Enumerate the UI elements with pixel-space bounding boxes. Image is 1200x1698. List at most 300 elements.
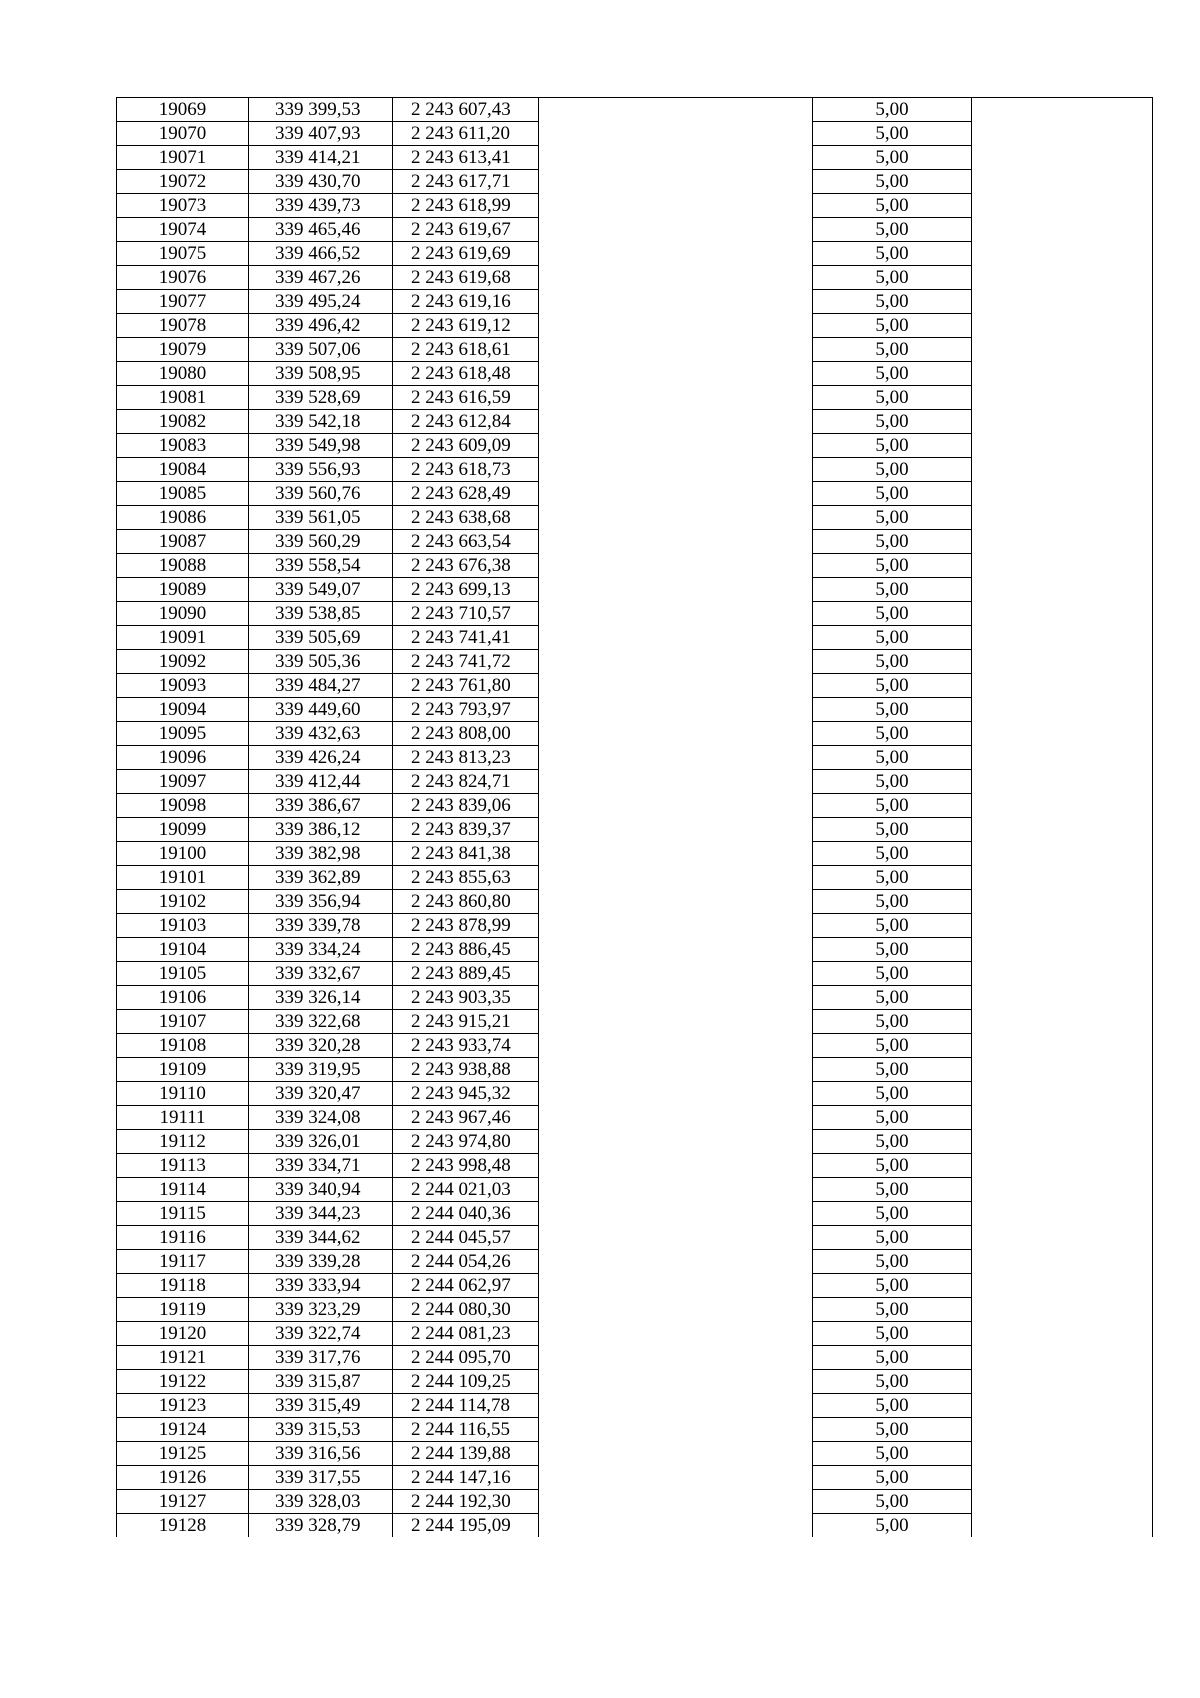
accuracy-value-cell: 5,00 xyxy=(813,1370,972,1394)
x-coordinate-cell: 339 426,24 xyxy=(249,746,393,770)
x-coordinate-cell: 339 505,69 xyxy=(249,626,393,650)
x-coordinate-cell: 339 439,73 xyxy=(249,194,393,218)
empty-cell xyxy=(972,410,1153,434)
point-number-cell: 19121 xyxy=(117,1346,249,1370)
empty-cell xyxy=(539,1130,813,1154)
empty-cell xyxy=(972,218,1153,242)
accuracy-value-cell: 5,00 xyxy=(813,362,972,386)
accuracy-value-cell: 5,00 xyxy=(813,890,972,914)
y-coordinate-cell: 2 243 699,13 xyxy=(393,578,539,602)
point-number-cell: 19094 xyxy=(117,698,249,722)
empty-cell xyxy=(539,1298,813,1322)
x-coordinate-cell: 339 344,23 xyxy=(249,1202,393,1226)
empty-cell xyxy=(972,1274,1153,1298)
point-number-cell: 19079 xyxy=(117,338,249,362)
table-row xyxy=(117,578,1153,602)
y-coordinate-cell: 2 243 676,38 xyxy=(393,554,539,578)
table-row xyxy=(117,530,1153,554)
x-coordinate-cell: 339 505,36 xyxy=(249,650,393,674)
accuracy-value-cell: 5,00 xyxy=(813,1322,972,1346)
table-row xyxy=(117,362,1153,386)
empty-cell xyxy=(972,890,1153,914)
empty-cell xyxy=(972,722,1153,746)
table-row xyxy=(117,1514,1153,1538)
x-coordinate-cell: 339 324,08 xyxy=(249,1106,393,1130)
accuracy-value-cell: 5,00 xyxy=(813,674,972,698)
accuracy-value-cell: 5,00 xyxy=(813,866,972,890)
empty-cell xyxy=(539,674,813,698)
empty-cell xyxy=(539,1178,813,1202)
empty-cell xyxy=(539,1490,813,1514)
x-coordinate-cell: 339 556,93 xyxy=(249,458,393,482)
accuracy-value-cell: 5,00 xyxy=(813,434,972,458)
empty-cell xyxy=(972,1490,1153,1514)
y-coordinate-cell: 2 243 938,88 xyxy=(393,1058,539,1082)
empty-cell xyxy=(972,914,1153,938)
accuracy-value-cell: 5,00 xyxy=(813,1346,972,1370)
table-row xyxy=(117,290,1153,314)
point-number-cell: 19104 xyxy=(117,938,249,962)
table-row xyxy=(117,1178,1153,1202)
table-row xyxy=(117,218,1153,242)
point-number-cell: 19099 xyxy=(117,818,249,842)
point-number-cell: 19096 xyxy=(117,746,249,770)
point-number-cell: 19124 xyxy=(117,1418,249,1442)
table-row xyxy=(117,386,1153,410)
accuracy-value-cell: 5,00 xyxy=(813,122,972,146)
table-row xyxy=(117,866,1153,890)
y-coordinate-cell: 2 243 824,71 xyxy=(393,770,539,794)
y-coordinate-cell: 2 243 619,69 xyxy=(393,242,539,266)
empty-cell xyxy=(539,290,813,314)
y-coordinate-cell: 2 244 045,57 xyxy=(393,1226,539,1250)
x-coordinate-cell: 339 495,24 xyxy=(249,290,393,314)
y-coordinate-cell: 2 243 855,63 xyxy=(393,866,539,890)
y-coordinate-cell: 2 244 109,25 xyxy=(393,1370,539,1394)
x-coordinate-cell: 339 412,44 xyxy=(249,770,393,794)
y-coordinate-cell: 2 243 813,23 xyxy=(393,746,539,770)
point-number-cell: 19107 xyxy=(117,1010,249,1034)
point-number-cell: 19110 xyxy=(117,1082,249,1106)
empty-cell xyxy=(972,98,1153,122)
empty-cell xyxy=(972,674,1153,698)
x-coordinate-cell: 339 467,26 xyxy=(249,266,393,290)
coordinates-table xyxy=(116,97,1153,1537)
point-number-cell: 19128 xyxy=(117,1514,249,1538)
y-coordinate-cell: 2 244 195,09 xyxy=(393,1514,539,1538)
point-number-cell: 19078 xyxy=(117,314,249,338)
accuracy-value-cell: 5,00 xyxy=(813,770,972,794)
empty-cell xyxy=(539,1154,813,1178)
empty-cell xyxy=(972,1346,1153,1370)
empty-cell xyxy=(972,1322,1153,1346)
x-coordinate-cell: 339 382,98 xyxy=(249,842,393,866)
accuracy-value-cell: 5,00 xyxy=(813,914,972,938)
point-number-cell: 19116 xyxy=(117,1226,249,1250)
table-row xyxy=(117,962,1153,986)
empty-cell xyxy=(539,698,813,722)
x-coordinate-cell: 339 315,87 xyxy=(249,1370,393,1394)
empty-cell xyxy=(972,194,1153,218)
x-coordinate-cell: 339 317,76 xyxy=(249,1346,393,1370)
table-row xyxy=(117,1202,1153,1226)
table-row xyxy=(117,122,1153,146)
x-coordinate-cell: 339 466,52 xyxy=(249,242,393,266)
point-number-cell: 19123 xyxy=(117,1394,249,1418)
empty-cell xyxy=(539,554,813,578)
x-coordinate-cell: 339 549,98 xyxy=(249,434,393,458)
empty-cell xyxy=(972,1370,1153,1394)
accuracy-value-cell: 5,00 xyxy=(813,986,972,1010)
x-coordinate-cell: 339 328,79 xyxy=(249,1514,393,1538)
empty-cell xyxy=(972,242,1153,266)
table-row xyxy=(117,890,1153,914)
empty-cell xyxy=(539,1346,813,1370)
point-number-cell: 19083 xyxy=(117,434,249,458)
point-number-cell: 19109 xyxy=(117,1058,249,1082)
table-row xyxy=(117,1058,1153,1082)
table-row xyxy=(117,194,1153,218)
accuracy-value-cell: 5,00 xyxy=(813,722,972,746)
table-row xyxy=(117,170,1153,194)
point-number-cell: 19092 xyxy=(117,650,249,674)
accuracy-value-cell: 5,00 xyxy=(813,554,972,578)
table-row xyxy=(117,1394,1153,1418)
empty-cell xyxy=(972,1034,1153,1058)
y-coordinate-cell: 2 243 613,41 xyxy=(393,146,539,170)
y-coordinate-cell: 2 243 878,99 xyxy=(393,914,539,938)
point-number-cell: 19089 xyxy=(117,578,249,602)
y-coordinate-cell: 2 243 839,06 xyxy=(393,794,539,818)
empty-cell xyxy=(539,626,813,650)
empty-cell xyxy=(972,698,1153,722)
x-coordinate-cell: 339 320,47 xyxy=(249,1082,393,1106)
point-number-cell: 19091 xyxy=(117,626,249,650)
empty-cell xyxy=(539,1466,813,1490)
accuracy-value-cell: 5,00 xyxy=(813,386,972,410)
y-coordinate-cell: 2 243 710,57 xyxy=(393,602,539,626)
empty-cell xyxy=(539,1058,813,1082)
x-coordinate-cell: 339 326,14 xyxy=(249,986,393,1010)
x-coordinate-cell: 339 407,93 xyxy=(249,122,393,146)
accuracy-value-cell: 5,00 xyxy=(813,338,972,362)
x-coordinate-cell: 339 339,28 xyxy=(249,1250,393,1274)
y-coordinate-cell: 2 243 617,71 xyxy=(393,170,539,194)
y-coordinate-cell: 2 243 612,84 xyxy=(393,410,539,434)
empty-cell xyxy=(972,746,1153,770)
point-number-cell: 19108 xyxy=(117,1034,249,1058)
point-number-cell: 19070 xyxy=(117,122,249,146)
y-coordinate-cell: 2 243 663,54 xyxy=(393,530,539,554)
table-row xyxy=(117,1346,1153,1370)
y-coordinate-cell: 2 244 021,03 xyxy=(393,1178,539,1202)
empty-cell xyxy=(539,602,813,626)
empty-cell xyxy=(972,986,1153,1010)
empty-cell xyxy=(972,554,1153,578)
table-row xyxy=(117,1010,1153,1034)
empty-cell xyxy=(972,1106,1153,1130)
accuracy-value-cell: 5,00 xyxy=(813,506,972,530)
x-coordinate-cell: 339 316,56 xyxy=(249,1442,393,1466)
empty-cell xyxy=(539,1274,813,1298)
table-row xyxy=(117,770,1153,794)
x-coordinate-cell: 339 542,18 xyxy=(249,410,393,434)
empty-cell xyxy=(539,458,813,482)
y-coordinate-cell: 2 244 116,55 xyxy=(393,1418,539,1442)
y-coordinate-cell: 2 243 618,99 xyxy=(393,194,539,218)
x-coordinate-cell: 339 386,12 xyxy=(249,818,393,842)
y-coordinate-cell: 2 243 618,48 xyxy=(393,362,539,386)
empty-cell xyxy=(539,98,813,122)
y-coordinate-cell: 2 243 638,68 xyxy=(393,506,539,530)
empty-cell xyxy=(539,362,813,386)
point-number-cell: 19114 xyxy=(117,1178,249,1202)
y-coordinate-cell: 2 243 793,97 xyxy=(393,698,539,722)
y-coordinate-cell: 2 243 619,16 xyxy=(393,290,539,314)
point-number-cell: 19097 xyxy=(117,770,249,794)
empty-cell xyxy=(539,914,813,938)
table-row xyxy=(117,1466,1153,1490)
accuracy-value-cell: 5,00 xyxy=(813,794,972,818)
empty-cell xyxy=(972,482,1153,506)
accuracy-value-cell: 5,00 xyxy=(813,194,972,218)
accuracy-value-cell: 5,00 xyxy=(813,818,972,842)
y-coordinate-cell: 2 243 611,20 xyxy=(393,122,539,146)
point-number-cell: 19105 xyxy=(117,962,249,986)
x-coordinate-cell: 339 484,27 xyxy=(249,674,393,698)
empty-cell xyxy=(972,314,1153,338)
table-row xyxy=(117,554,1153,578)
point-number-cell: 19072 xyxy=(117,170,249,194)
table-row xyxy=(117,986,1153,1010)
accuracy-value-cell: 5,00 xyxy=(813,98,972,122)
empty-cell xyxy=(972,1394,1153,1418)
coordinates-table-body xyxy=(117,98,1153,1538)
accuracy-value-cell: 5,00 xyxy=(813,314,972,338)
table-row xyxy=(117,698,1153,722)
y-coordinate-cell: 2 243 619,12 xyxy=(393,314,539,338)
empty-cell xyxy=(972,794,1153,818)
x-coordinate-cell: 339 558,54 xyxy=(249,554,393,578)
point-number-cell: 19115 xyxy=(117,1202,249,1226)
accuracy-value-cell: 5,00 xyxy=(813,482,972,506)
empty-cell xyxy=(972,1466,1153,1490)
y-coordinate-cell: 2 243 618,73 xyxy=(393,458,539,482)
empty-cell xyxy=(972,1298,1153,1322)
table-row xyxy=(117,602,1153,626)
accuracy-value-cell: 5,00 xyxy=(813,602,972,626)
x-coordinate-cell: 339 496,42 xyxy=(249,314,393,338)
accuracy-value-cell: 5,00 xyxy=(813,1130,972,1154)
empty-cell xyxy=(539,1202,813,1226)
x-coordinate-cell: 339 334,71 xyxy=(249,1154,393,1178)
table-row xyxy=(117,626,1153,650)
table-row xyxy=(117,1250,1153,1274)
table-row xyxy=(117,746,1153,770)
empty-cell xyxy=(539,1418,813,1442)
empty-cell xyxy=(972,386,1153,410)
empty-cell xyxy=(539,410,813,434)
y-coordinate-cell: 2 243 741,72 xyxy=(393,650,539,674)
table-row xyxy=(117,1226,1153,1250)
empty-cell xyxy=(539,194,813,218)
point-number-cell: 19087 xyxy=(117,530,249,554)
x-coordinate-cell: 339 315,53 xyxy=(249,1418,393,1442)
y-coordinate-cell: 2 243 841,38 xyxy=(393,842,539,866)
empty-cell xyxy=(972,506,1153,530)
x-coordinate-cell: 339 399,53 xyxy=(249,98,393,122)
table-row xyxy=(117,794,1153,818)
point-number-cell: 19086 xyxy=(117,506,249,530)
accuracy-value-cell: 5,00 xyxy=(813,1466,972,1490)
y-coordinate-cell: 2 244 095,70 xyxy=(393,1346,539,1370)
accuracy-value-cell: 5,00 xyxy=(813,842,972,866)
x-coordinate-cell: 339 322,74 xyxy=(249,1322,393,1346)
x-coordinate-cell: 339 322,68 xyxy=(249,1010,393,1034)
x-coordinate-cell: 339 328,03 xyxy=(249,1490,393,1514)
x-coordinate-cell: 339 320,28 xyxy=(249,1034,393,1058)
table-row xyxy=(117,434,1153,458)
x-coordinate-cell: 339 319,95 xyxy=(249,1058,393,1082)
accuracy-value-cell: 5,00 xyxy=(813,1010,972,1034)
x-coordinate-cell: 339 507,06 xyxy=(249,338,393,362)
accuracy-value-cell: 5,00 xyxy=(813,1250,972,1274)
accuracy-value-cell: 5,00 xyxy=(813,578,972,602)
accuracy-value-cell: 5,00 xyxy=(813,626,972,650)
empty-cell xyxy=(539,794,813,818)
accuracy-value-cell: 5,00 xyxy=(813,218,972,242)
empty-cell xyxy=(539,890,813,914)
table-row xyxy=(117,938,1153,962)
y-coordinate-cell: 2 243 616,59 xyxy=(393,386,539,410)
y-coordinate-cell: 2 243 945,32 xyxy=(393,1082,539,1106)
y-coordinate-cell: 2 243 967,46 xyxy=(393,1106,539,1130)
empty-cell xyxy=(539,386,813,410)
y-coordinate-cell: 2 243 998,48 xyxy=(393,1154,539,1178)
empty-cell xyxy=(539,338,813,362)
x-coordinate-cell: 339 561,05 xyxy=(249,506,393,530)
accuracy-value-cell: 5,00 xyxy=(813,1178,972,1202)
empty-cell xyxy=(972,290,1153,314)
table-row xyxy=(117,650,1153,674)
accuracy-value-cell: 5,00 xyxy=(813,962,972,986)
table-row xyxy=(117,1034,1153,1058)
empty-cell xyxy=(539,530,813,554)
y-coordinate-cell: 2 243 607,43 xyxy=(393,98,539,122)
x-coordinate-cell: 339 317,55 xyxy=(249,1466,393,1490)
accuracy-value-cell: 5,00 xyxy=(813,698,972,722)
accuracy-value-cell: 5,00 xyxy=(813,410,972,434)
table-row xyxy=(117,1298,1153,1322)
empty-cell xyxy=(539,314,813,338)
empty-cell xyxy=(539,1082,813,1106)
x-coordinate-cell: 339 333,94 xyxy=(249,1274,393,1298)
empty-cell xyxy=(539,1394,813,1418)
empty-cell xyxy=(972,434,1153,458)
accuracy-value-cell: 5,00 xyxy=(813,1058,972,1082)
accuracy-value-cell: 5,00 xyxy=(813,1226,972,1250)
y-coordinate-cell: 2 243 628,49 xyxy=(393,482,539,506)
accuracy-value-cell: 5,00 xyxy=(813,1442,972,1466)
accuracy-value-cell: 5,00 xyxy=(813,1202,972,1226)
x-coordinate-cell: 339 323,29 xyxy=(249,1298,393,1322)
empty-cell xyxy=(972,1178,1153,1202)
x-coordinate-cell: 339 334,24 xyxy=(249,938,393,962)
y-coordinate-cell: 2 243 974,80 xyxy=(393,1130,539,1154)
point-number-cell: 19111 xyxy=(117,1106,249,1130)
y-coordinate-cell: 2 243 889,45 xyxy=(393,962,539,986)
empty-cell xyxy=(539,170,813,194)
empty-cell xyxy=(539,746,813,770)
y-coordinate-cell: 2 243 761,80 xyxy=(393,674,539,698)
y-coordinate-cell: 2 243 915,21 xyxy=(393,1010,539,1034)
point-number-cell: 19100 xyxy=(117,842,249,866)
point-number-cell: 19102 xyxy=(117,890,249,914)
table-row xyxy=(117,482,1153,506)
accuracy-value-cell: 5,00 xyxy=(813,290,972,314)
point-number-cell: 19126 xyxy=(117,1466,249,1490)
empty-cell xyxy=(972,266,1153,290)
point-number-cell: 19081 xyxy=(117,386,249,410)
x-coordinate-cell: 339 465,46 xyxy=(249,218,393,242)
empty-cell xyxy=(539,722,813,746)
empty-cell xyxy=(539,578,813,602)
x-coordinate-cell: 339 560,76 xyxy=(249,482,393,506)
point-number-cell: 19082 xyxy=(117,410,249,434)
y-coordinate-cell: 2 243 808,00 xyxy=(393,722,539,746)
table-row xyxy=(117,314,1153,338)
accuracy-value-cell: 5,00 xyxy=(813,1298,972,1322)
accuracy-value-cell: 5,00 xyxy=(813,1034,972,1058)
table-row xyxy=(117,722,1153,746)
accuracy-value-cell: 5,00 xyxy=(813,146,972,170)
table-row xyxy=(117,1274,1153,1298)
empty-cell xyxy=(972,362,1153,386)
x-coordinate-cell: 339 340,94 xyxy=(249,1178,393,1202)
y-coordinate-cell: 2 243 619,68 xyxy=(393,266,539,290)
empty-cell xyxy=(972,962,1153,986)
x-coordinate-cell: 339 356,94 xyxy=(249,890,393,914)
accuracy-value-cell: 5,00 xyxy=(813,1514,972,1538)
x-coordinate-cell: 339 339,78 xyxy=(249,914,393,938)
point-number-cell: 19117 xyxy=(117,1250,249,1274)
y-coordinate-cell: 2 244 080,30 xyxy=(393,1298,539,1322)
point-number-cell: 19118 xyxy=(117,1274,249,1298)
empty-cell xyxy=(972,1514,1153,1538)
point-number-cell: 19103 xyxy=(117,914,249,938)
accuracy-value-cell: 5,00 xyxy=(813,170,972,194)
table-row xyxy=(117,410,1153,434)
empty-cell xyxy=(972,1418,1153,1442)
empty-cell xyxy=(539,266,813,290)
empty-cell xyxy=(539,938,813,962)
table-row xyxy=(117,1442,1153,1466)
empty-cell xyxy=(539,122,813,146)
accuracy-value-cell: 5,00 xyxy=(813,1394,972,1418)
empty-cell xyxy=(972,1250,1153,1274)
y-coordinate-cell: 2 244 139,88 xyxy=(393,1442,539,1466)
x-coordinate-cell: 339 430,70 xyxy=(249,170,393,194)
empty-cell xyxy=(972,1082,1153,1106)
empty-cell xyxy=(539,1106,813,1130)
empty-cell xyxy=(972,1154,1153,1178)
table-row xyxy=(117,1130,1153,1154)
empty-cell xyxy=(539,434,813,458)
y-coordinate-cell: 2 243 618,61 xyxy=(393,338,539,362)
empty-cell xyxy=(972,1058,1153,1082)
point-number-cell: 19071 xyxy=(117,146,249,170)
table-row xyxy=(117,914,1153,938)
